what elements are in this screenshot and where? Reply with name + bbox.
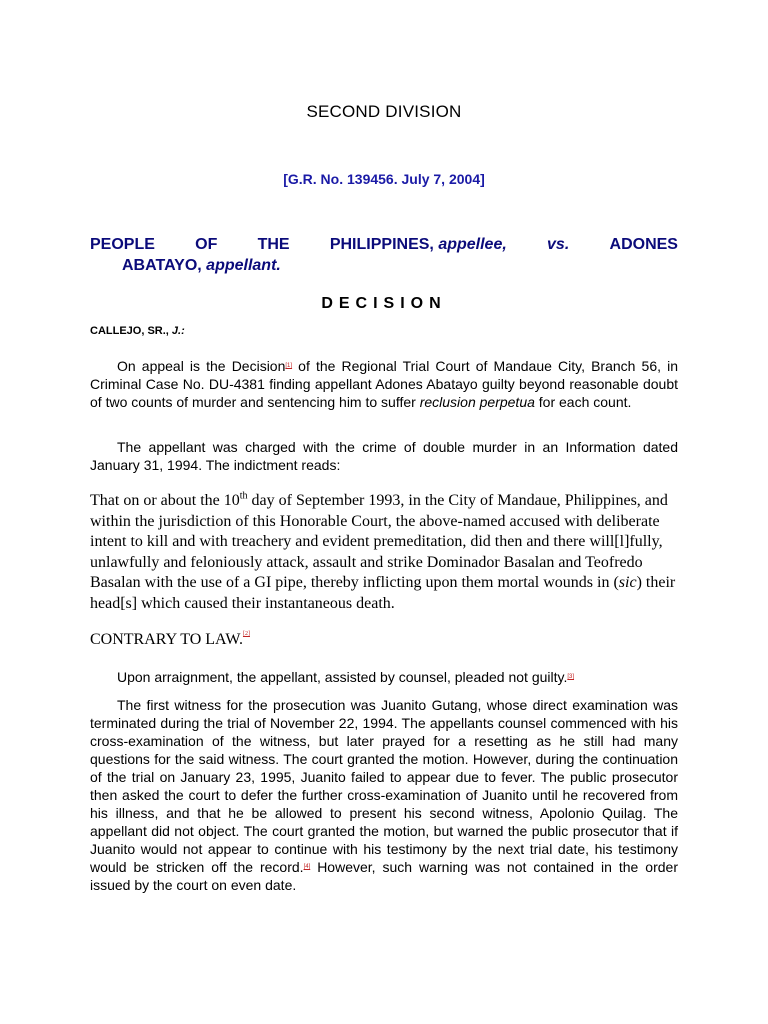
caption-versus: vs.	[547, 236, 570, 253]
footnote-link-2[interactable]: [2]	[242, 631, 250, 637]
indictment-quote: That on or about the 10th day of September 1993, in the City of Mandaue, Philippines, and within the jurisdiction of this Honorable Court, the above-named accused with deliberate intent to kill and with treachery and evident premeditation, did then and there will[l]fully, unlawfully and feloniously attack, assault and strike Dominador Basalan and Teofredo Basalan with the use of a GI pipe, thereby inflicting upon them mortal wounds in (sic) their head[s] which caused their instantaneous death.	[90, 490, 676, 612]
caption-line-1	[90, 234, 678, 255]
caption-word: OF	[195, 236, 218, 253]
paragraph-2: The appellant was charged with the crime of double murder in an Information dated January 31, 1994. The indictment reads:	[90, 439, 678, 473]
caption-appellant-role: appellant.	[206, 257, 281, 274]
paragraph-1: On appeal is the Decision[1] of the Regional Trial Court of Mandaue City, Branch 56, in Criminal Case No. DU-4381 finding appellant Adones Abatayo guilty beyond reasonable doubt of two counts of murder and sentencing him to suffer reclusion perpetua for each count.	[90, 358, 678, 410]
contrary-to-law: CONTRARY TO LAW.[2]	[90, 631, 250, 648]
caption-word: THE	[257, 236, 290, 253]
caption-appellant-name: ABATAYO,	[122, 257, 202, 274]
case-caption	[90, 234, 678, 276]
case-number: [G.R. No. 139456. July 7, 2004]	[283, 171, 485, 187]
footnote-link-3[interactable]: [3]	[567, 674, 575, 680]
ponente: CALLEJO, SR., J.:	[90, 325, 185, 337]
footnote-link-4[interactable]: [4]	[303, 864, 311, 870]
paragraph-3: Upon arraignment, the appellant, assisted by counsel, pleaded not guilty.[3]	[117, 669, 575, 685]
caption-appellee: PHILIPPINES, appellee,	[329, 236, 507, 253]
caption-line-2	[90, 255, 678, 276]
paragraph-4: The first witness for the prosecution was Juanito Gutang, whose direct examination was terminated during the trial of November 22, 1994. The appellants counsel commenced with his cross-examination of the witness, but later prayed for a resetting as he still had many questions for the said witness. The court granted the motion. However, during the continuation of the trial on January 23, 1995, Juanito failed to appear due to fever. The public prosecutor then asked the court to defer the further cross-examination of Juanito until he recovered from his illness, and that he be allowed to present his second witness, Apolonio Quilag. The appellant did not object. The court granted the motion, but warned the public prosecutor that if Juanito would not appear to continue with his testimony by the next trial date, his testimony would be stricken off the record.[4] However, such warning was not contained in the order issued by the court on even date.	[90, 697, 678, 893]
division-heading: SECOND DIVISION	[306, 102, 462, 121]
caption-word: PEOPLE	[90, 236, 155, 253]
caption-word: ADONES	[609, 236, 678, 253]
footnote-link-1[interactable]: [1]	[285, 363, 293, 369]
decision-heading: DECISION	[321, 295, 447, 312]
